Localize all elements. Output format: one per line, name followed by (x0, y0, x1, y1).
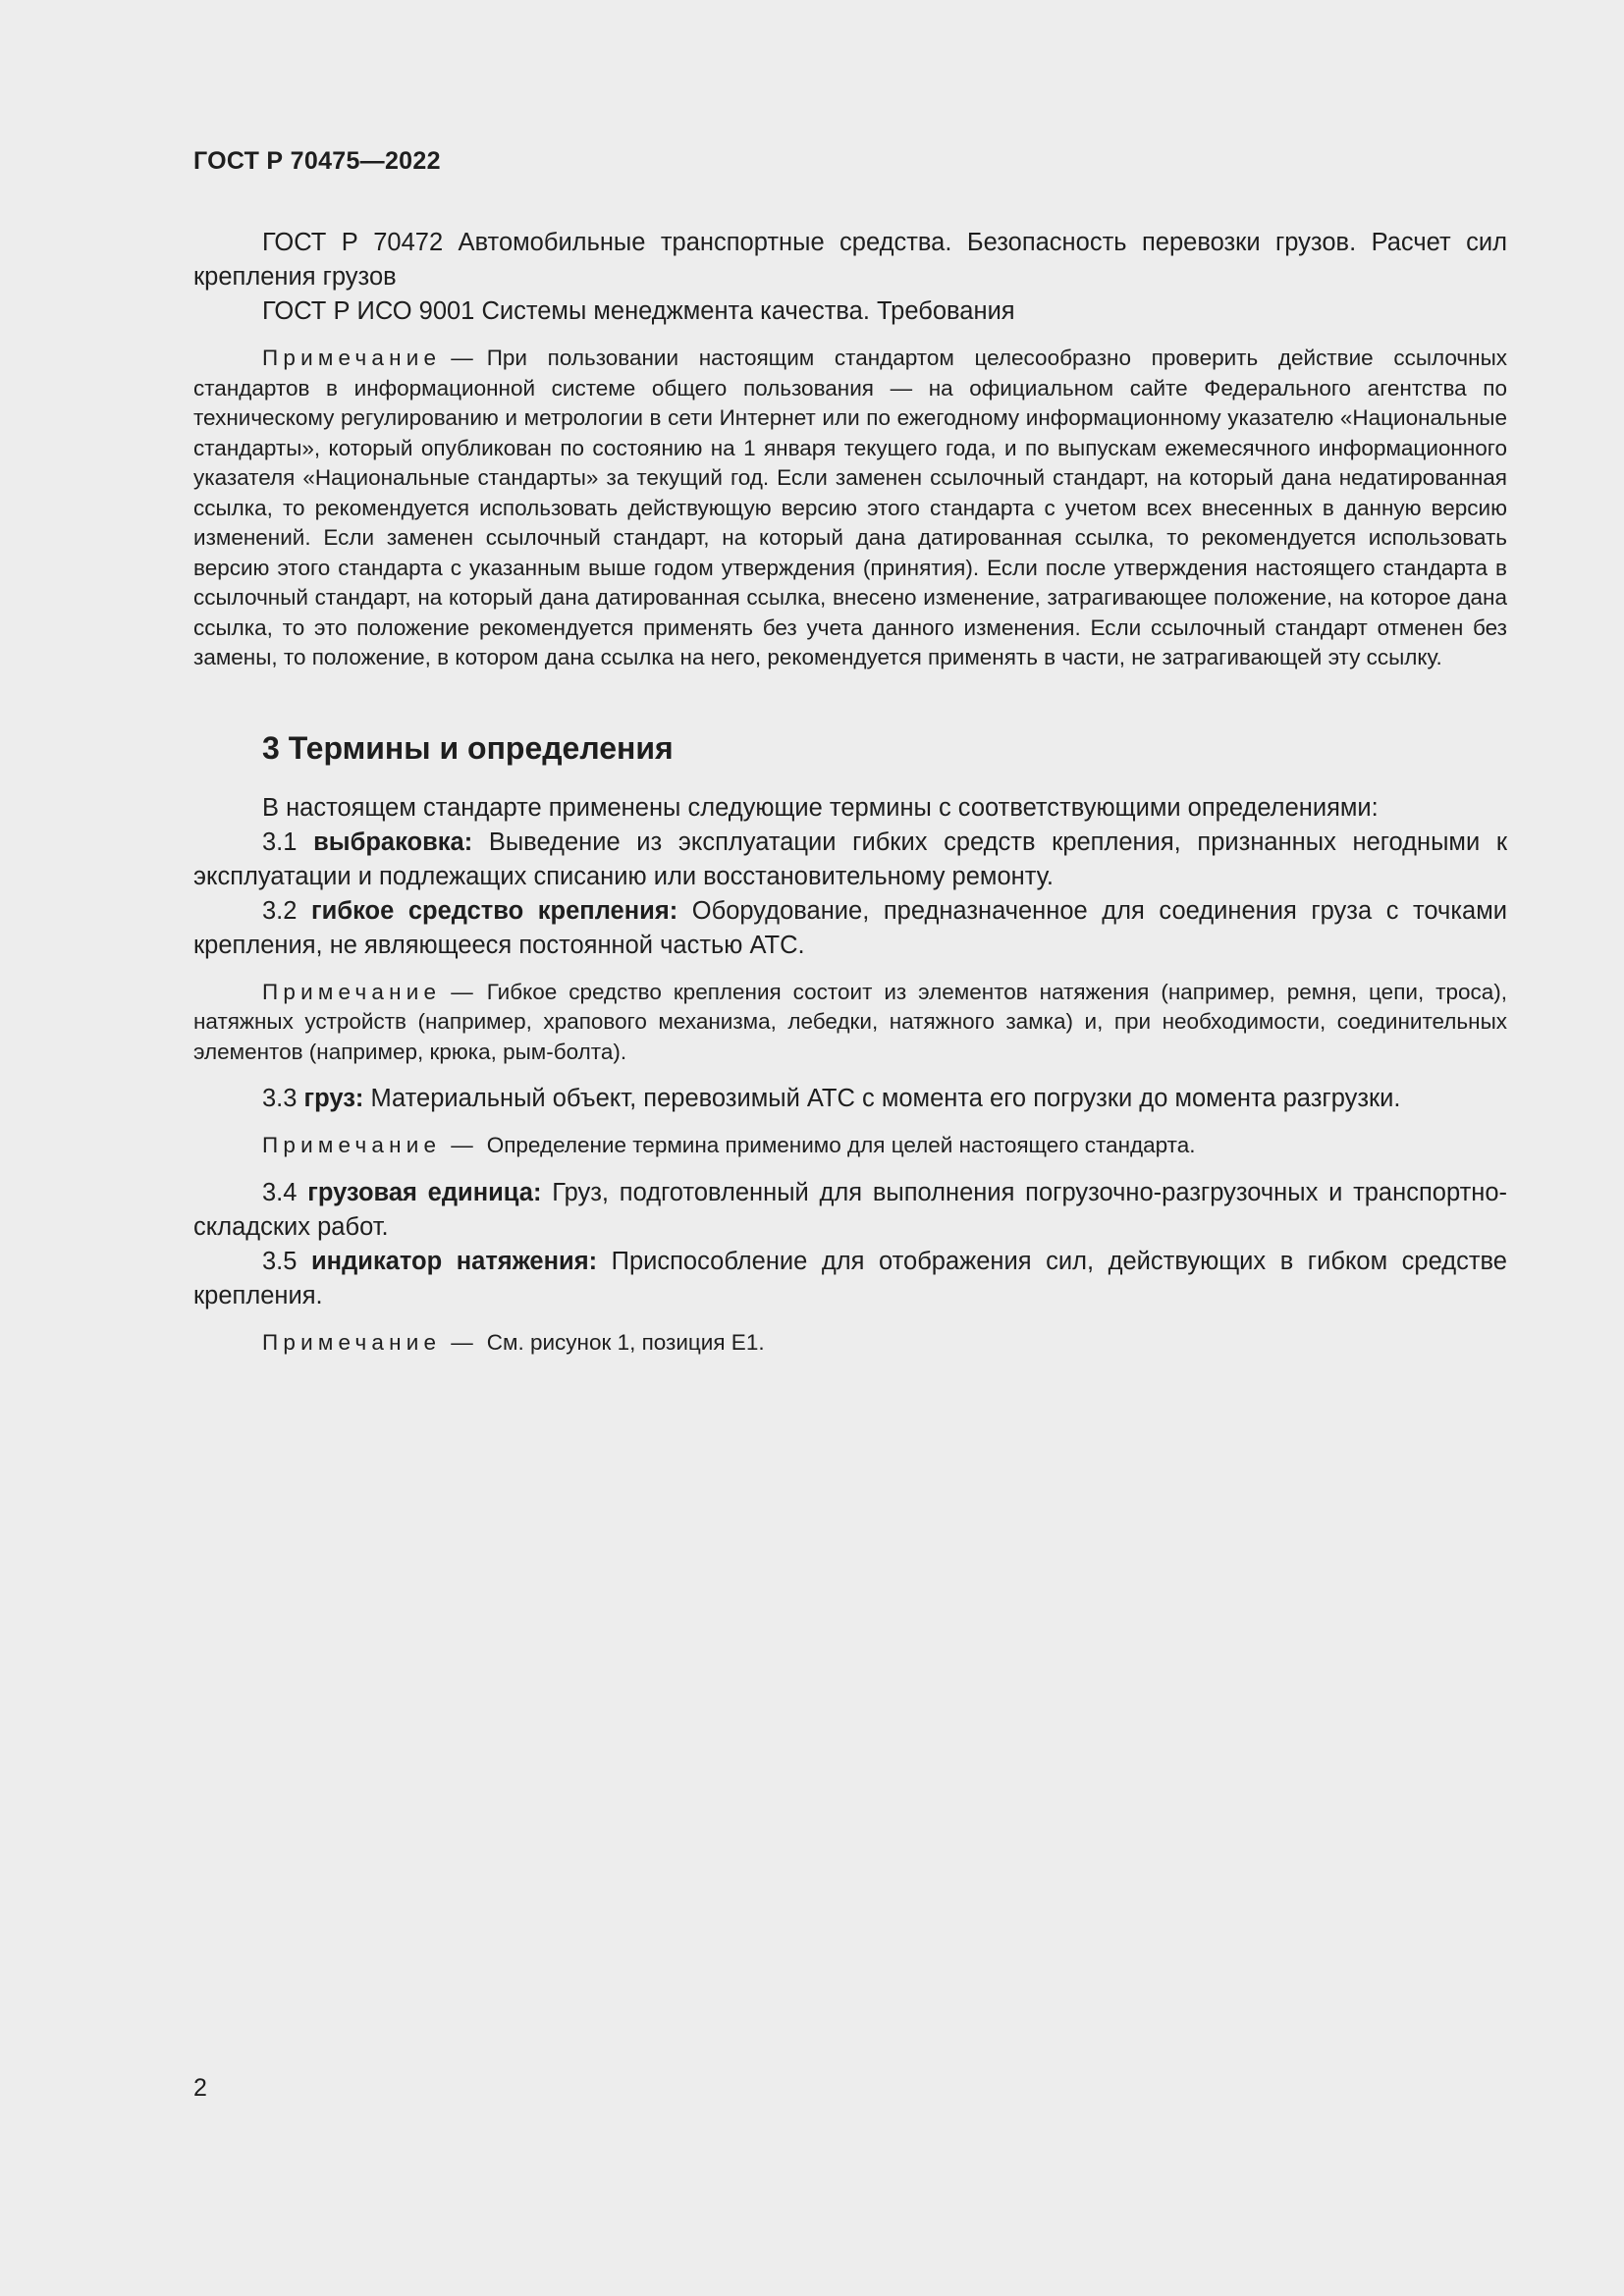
term-definition: Груз, подготовленный для выполнения погрузочно-разгрузочных и транспортно-складских работ. (193, 1178, 1507, 1241)
reference-item: ГОСТ Р 70472 Автомобильные транспортные средства. Безопасность перевозки грузов. Расчет сил крепления грузов (193, 229, 1507, 291)
term-number: 3.2 (262, 896, 298, 925)
note-label: Примечание (262, 1133, 442, 1157)
note-text: При пользовании настоящим стандартом целесообразно проверить действие ссылочных стандартов в информационной системе общего пользования — на официальном сайте Федерального агентства по техническому регулированию и метрологии в сети Интернет или по ежегодному информационному указателю «Национальные стандарты», который опубликован по состоянию на 1 января текущего года, и по выпускам ежемесячного информационного указателя «Национальные стандарты» за текущий год. Если заменен ссылочный стандарт, на который дана недатированная ссылка, то рекомендуется использовать действующую версию этого стандарта с учетом всех внесенных в данную версию изменений. Если заменен ссылочный стандарт, на который дана датированная ссылка, то рекомендуется использовать версию этого стандарта с указанным выше годом утверждения (принятия). Если после утверждения настоящего стандарта в ссылочный стандарт, на который дана датированная ссылка, внесено изменение, затрагивающее положение, на которое дана ссылка, то это положение рекомендуется применять без учета данного изменения. Если ссылочный стандарт отменен без замены, то положение, в котором дана ссылка на него, рекомендуется применять в части, не затрагивающей эту ссылку. (193, 346, 1507, 669)
page-number: 2 (193, 2074, 207, 2102)
section-title: 3 Термины и определения (262, 729, 674, 766)
note-text: См. рисунок 1, позиция E1. (486, 1329, 765, 1355)
note-references (193, 344, 1507, 673)
term-entry (193, 1082, 1507, 1116)
term-entry (193, 1245, 1507, 1313)
note-term-3-5 (193, 1328, 1507, 1359)
term-number: 3.3 (262, 1085, 298, 1112)
document-header: ГОСТ Р 70475—2022 (193, 147, 441, 175)
term-definition: Оборудование, предназначенное для соединения груза с точками крепления, не являющееся постоянной частью АТС. (193, 896, 1508, 959)
note-dash: — (451, 1133, 473, 1157)
page-content (193, 226, 1507, 1358)
note-dash: — (451, 1329, 473, 1355)
note-label: Примечание (262, 1329, 442, 1355)
term-number: 3.4 (262, 1178, 298, 1206)
reference-item: ГОСТ Р ИСО 9001 Системы менеджмента качества. Требования (262, 297, 1015, 325)
term-definition: Материальный объект, перевозимый АТС с момента его погрузки до момента разгрузки. (370, 1085, 1401, 1112)
note-text: Гибкое средство крепления состоит из элементов натяжения (например, ремня, цепи, троса), натяжных устройств (например, храпового механизма, лебедки, натяжного замка) и, при необходимости, соединительных элементов (например, крюка, рым-болта). (193, 979, 1507, 1064)
term-name: грузовая единица: (307, 1178, 542, 1206)
term-number: 3.5 (262, 1247, 298, 1275)
term-entry (193, 826, 1507, 894)
term-definition: Выведение из эксплуатации гибких средств крепления, признанных негодными к эксплуатации и подлежащих списанию или восстановительному ремонту. (193, 828, 1507, 890)
term-name: выбраковка: (313, 828, 473, 856)
note-term-3-3 (193, 1131, 1507, 1161)
term-name: индикатор натяжения: (311, 1247, 598, 1275)
term-name: гибкое средство крепления: (311, 896, 678, 925)
note-term-3-2 (193, 978, 1507, 1068)
section-intro: В настоящем стандарте применены следующие термины с соответствующими определениями: (262, 793, 1379, 822)
note-dash: — (451, 346, 473, 370)
term-entry (193, 1176, 1507, 1245)
note-label: Примечание (262, 346, 442, 370)
note-text: Определение термина применимо для целей настоящего стандарта. (486, 1133, 1196, 1157)
term-definition: Приспособление для отображения сил, действующих в гибком средстве крепления. (193, 1247, 1507, 1309)
term-number: 3.1 (262, 828, 298, 856)
term-entry (193, 894, 1507, 963)
note-label: Примечание (262, 979, 442, 1004)
note-dash: — (451, 979, 473, 1004)
term-name: груз: (303, 1085, 364, 1112)
